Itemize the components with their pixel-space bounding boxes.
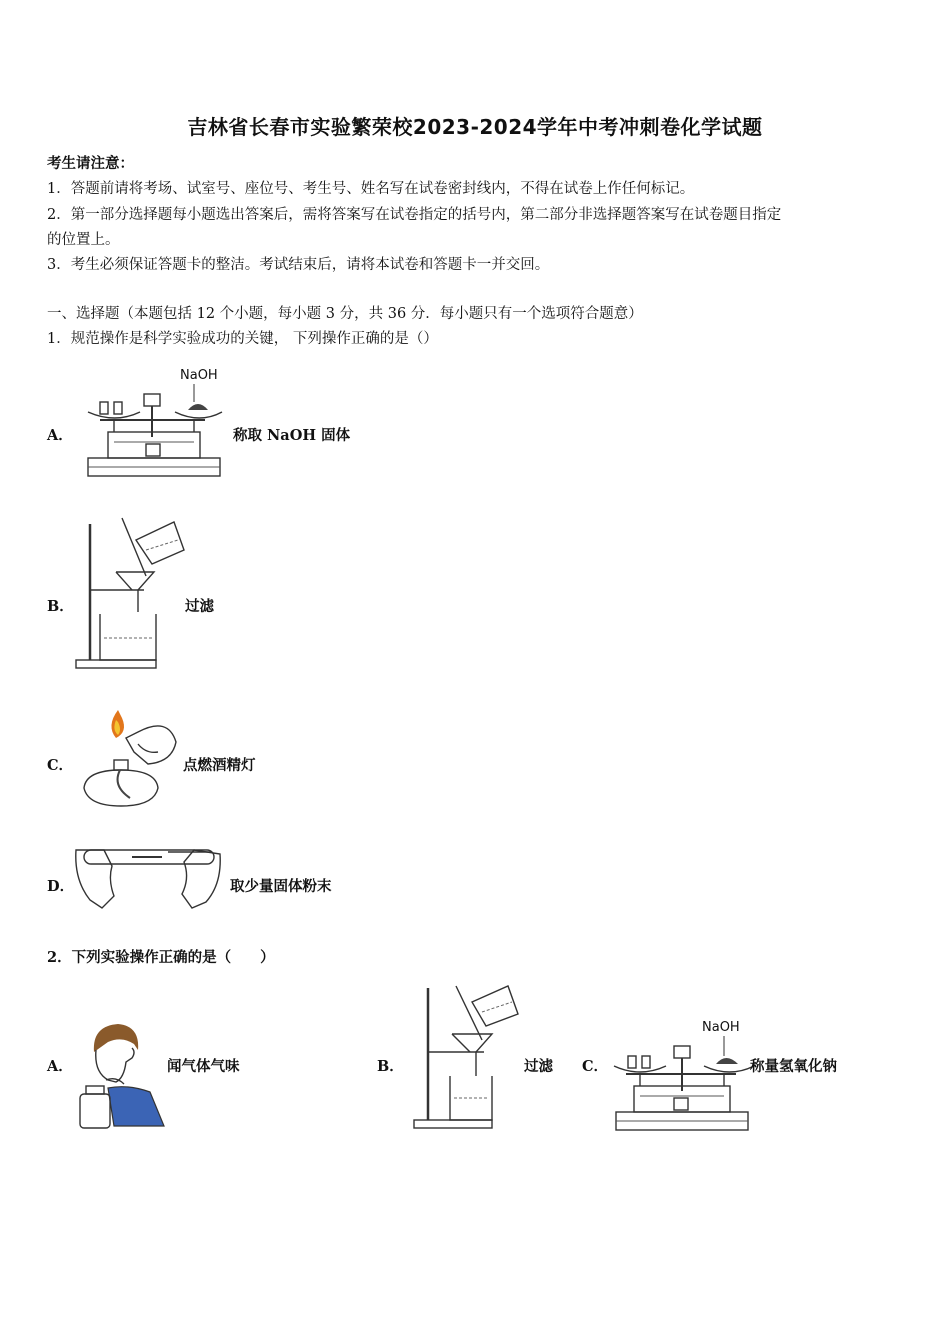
notice-item-2-cont: 的位置上。 bbox=[47, 232, 120, 248]
q2-option-a-text: 闻气体气味 bbox=[167, 1058, 240, 1075]
section-heading: 一、选择题（本题包括 12 个小题，每小题 3 分，共 36 分．每小题只有一个选项符合题意） bbox=[47, 306, 643, 322]
q2-option-a-label: A． bbox=[47, 1058, 73, 1075]
smelling-gas-icon bbox=[78, 1022, 168, 1132]
balance-icon bbox=[80, 362, 225, 482]
notice-heading: 考生请注意： bbox=[47, 155, 134, 172]
filtration-icon bbox=[412, 984, 522, 1132]
q1-a-figure-label: NaOH bbox=[180, 368, 218, 383]
balance-icon bbox=[612, 1012, 757, 1134]
q1-option-c-label: C． bbox=[47, 757, 74, 774]
q1-option-b-text: 过滤 bbox=[185, 598, 214, 615]
notice-item-1: 1．答题前请将考场、试室号、座位号、考生号、姓名写在试卷密封线内，不得在试卷上作任何标记。 bbox=[47, 181, 695, 197]
q1-option-d-text: 取少量固体粉末 bbox=[230, 878, 332, 895]
notice-item-2: 2．第一部分选择题每小题选出答案后，需将答案写在试卷指定的括号内，第二部分非选择题答案写在试卷题目指定 bbox=[47, 207, 782, 223]
q2-option-c-label: C． bbox=[582, 1058, 609, 1075]
q2-c-figure-label: NaOH bbox=[702, 1020, 740, 1035]
filtration-icon bbox=[74, 516, 189, 674]
question-2-stem: 2．下列实验操作正确的是（ ） bbox=[47, 949, 275, 966]
q2-option-b-text: 过滤 bbox=[524, 1058, 553, 1075]
notice-item-3: 3．考生必须保证答题卡的整洁。考试结束后，请将本试卷和答题卡一并交回。 bbox=[47, 257, 550, 273]
q1-option-a-text: 称取 NaOH 固体 bbox=[233, 427, 351, 444]
q2-option-c-text: 称量氢氧化钠 bbox=[750, 1058, 837, 1075]
test-tube-hands-icon bbox=[72, 840, 224, 912]
q2-option-b-label: B． bbox=[377, 1058, 404, 1075]
q1-option-a-label: A． bbox=[47, 427, 73, 444]
page-title: 吉林省长春市实验繁荣校2023-2024学年中考冲刺卷化学试题 bbox=[187, 115, 763, 139]
q1-option-d-label: D． bbox=[47, 878, 75, 895]
question-1-stem: 1．规范操作是科学实验成功的关键， 下列操作正确的是（） bbox=[47, 331, 438, 347]
q1-option-c-text: 点燃酒精灯 bbox=[183, 757, 256, 774]
q1-option-b-label: B． bbox=[47, 598, 74, 615]
alcohol-lamp-icon bbox=[76, 702, 184, 810]
